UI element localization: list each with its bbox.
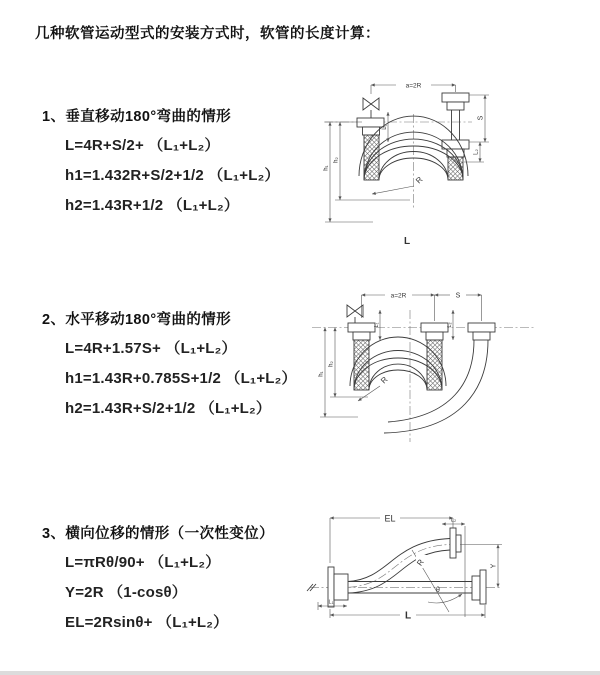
d1-dim-h2-label: h₂ — [333, 157, 340, 163]
d2-hose-loops — [350, 337, 488, 433]
section-2-title: 2、水平移动180°弯曲的情形 — [42, 312, 232, 328]
section-1 — [42, 105, 312, 216]
section-3-title: 3、横向位移的情形（一次性变位） — [42, 526, 274, 542]
d3-dim-l1-label: L₁ — [328, 599, 334, 606]
section-3-formula-Y: Y=2R （1-cosθ） — [65, 584, 187, 601]
section-1-formula-h2: h2=1.43R+1/2 （L₁+L₂） — [65, 197, 240, 214]
d3-dim-theta — [428, 587, 462, 603]
section-2 — [42, 308, 312, 419]
section-2-formula-h2: h2=1.43R+S/2+1/2 （L₁+L₂） — [65, 400, 272, 417]
d2-left-braid — [354, 340, 369, 390]
diagram-3-lateral-displacement — [302, 495, 598, 655]
d3-dim-y-label: Y — [490, 563, 498, 569]
d3-dim-l — [330, 605, 485, 622]
d1-dim-a2r — [371, 83, 456, 95]
section-3-formula-EL: EL=2Rsinθ+ （L₁+L₂） — [65, 614, 229, 631]
section-2-formula-h1: h1=1.43R+0.785S+1/2 （L₁+L₂） — [65, 370, 297, 387]
d1-dim-s-label: S — [477, 115, 485, 121]
d2-dim-s-label: S — [455, 292, 461, 300]
d1-dim-r — [372, 175, 425, 194]
diagram-2-horizontal-180-bend — [300, 282, 600, 477]
section-2-formula-L: L=4R+1.57S+ （L₁+L₂） — [65, 340, 237, 357]
d3-dim-r-label: R — [415, 557, 426, 568]
d3-dim-el-label: EL — [384, 513, 396, 524]
d1-dim-l1-label: L₁ — [382, 124, 388, 130]
valve-icon-2 — [347, 305, 363, 323]
d1-dim-r-label: R — [414, 175, 425, 186]
page-title: 几种软管运动型式的安装方式时，软管的长度计算： — [35, 26, 380, 42]
section-3 — [42, 522, 312, 633]
d1-dim-h1-label: h₁ — [323, 165, 330, 171]
d2-right-fitting — [468, 323, 495, 340]
d3-dim-l1 — [318, 600, 347, 611]
d3-dim-l-label: L — [404, 610, 412, 622]
d2-dim-s — [435, 293, 482, 300]
d1-dim-l — [399, 234, 415, 247]
d1-dim-l1 — [382, 112, 388, 142]
d3-dim-l2 — [442, 518, 465, 525]
d1-dim-l2-label: L₂ — [473, 149, 480, 155]
d2-dim-l2 — [447, 310, 453, 340]
d2-dim-a2r-label: a=2R — [390, 292, 407, 300]
valve-icon — [363, 98, 379, 118]
d1-right-fitting — [442, 93, 469, 180]
page-bottom-edge — [0, 671, 600, 675]
d3-curved-hose — [348, 528, 461, 593]
d2-dim-l1 — [374, 310, 380, 340]
section-1-formula-h1: h1=1.432R+S/2+1/2 （L₁+L₂） — [65, 167, 280, 184]
diagram-1-vertical-180-bend — [300, 68, 600, 260]
d3-dim-l2-label: L₂ — [450, 517, 457, 524]
section-1-title: 1、垂直移动180°弯曲的情形 — [42, 109, 232, 125]
d1-dim-a2r-label: a=2R — [405, 82, 422, 90]
d1-left-fitting — [357, 118, 384, 180]
d2-dim-l2-label: L₂ — [447, 322, 453, 328]
d2-dim-h1-label: h₁ — [318, 371, 325, 377]
d3-dim-theta-label: θ — [436, 587, 440, 594]
d2-dim-r-label: R — [379, 375, 390, 386]
section-3-formula-L: L=πRθ/90+ （L₁+L₂） — [65, 554, 221, 571]
d2-dim-h2-label: h₂ — [328, 361, 335, 367]
d1-dim-l-label: L — [403, 236, 411, 247]
d1-dim-s — [469, 95, 489, 142]
d2-dim-a2r — [362, 293, 435, 300]
section-1-formula-L: L=4R+S/2+ （L₁+L₂） — [65, 137, 220, 154]
d2-middle-braid — [427, 340, 442, 390]
d2-dim-l1-label: L₁ — [374, 322, 380, 328]
d3-dim-el — [330, 514, 453, 564]
